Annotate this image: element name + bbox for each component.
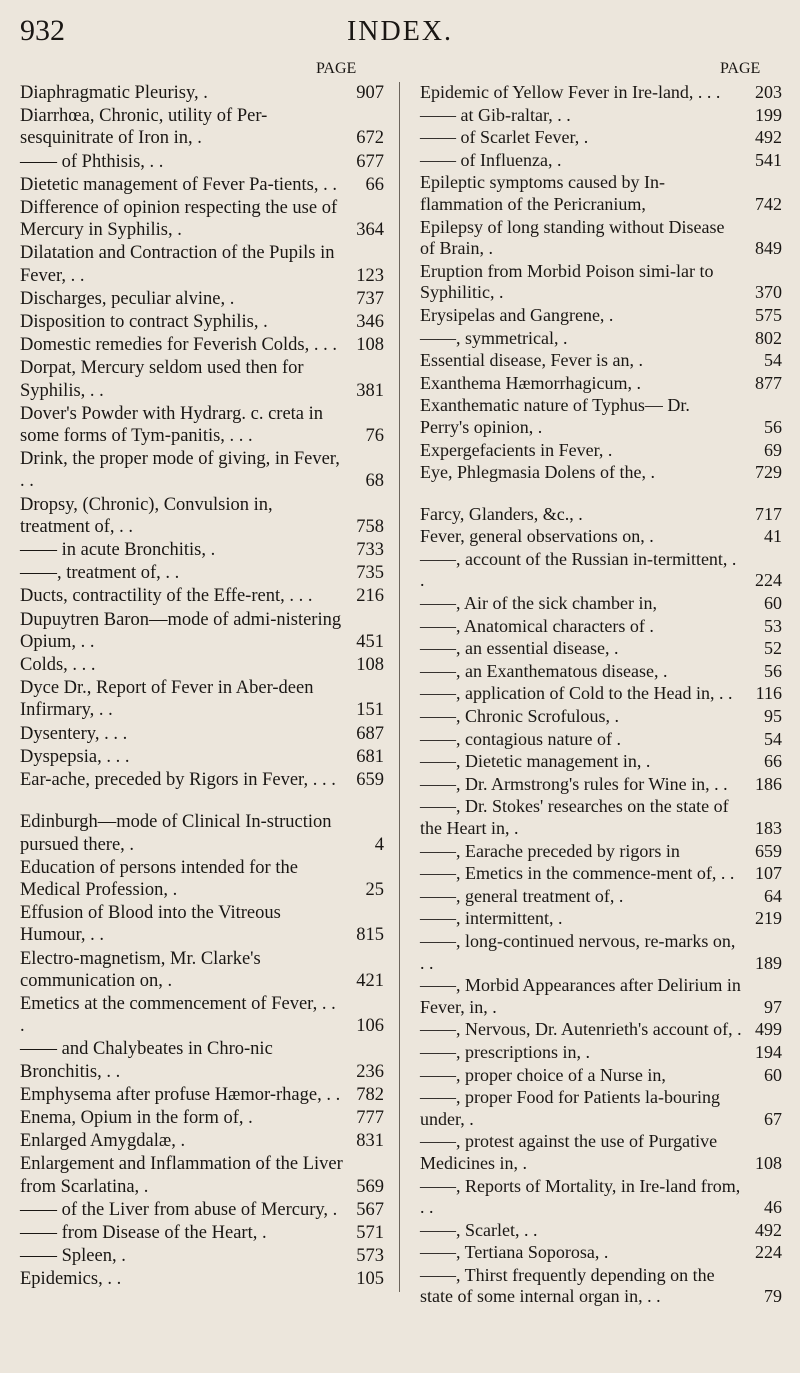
index-entry	[420, 975, 782, 1018]
entry-text: —— of Influenza, .	[420, 149, 562, 170]
entry-page: 737	[356, 288, 384, 309]
index-entry	[20, 723, 384, 745]
entry-page: 575	[755, 304, 782, 325]
entry-page: 224	[755, 570, 782, 591]
entry-text: ——, contagious nature of .	[420, 728, 621, 749]
entry-text: Diaphragmatic Pleurisy, .	[20, 83, 208, 103]
entry-text: ——, Chronic Scrofulous, .	[420, 706, 619, 727]
entry-text: Education of persons intended for the Medical Profession, .	[20, 857, 298, 900]
entry-page: 831	[356, 1131, 384, 1152]
index-entry	[420, 729, 782, 751]
entry-page: 97	[764, 996, 782, 1017]
index-entry	[420, 373, 782, 395]
entry-page: 105	[356, 1269, 384, 1290]
entry-page: 189	[755, 952, 782, 973]
entry-page: 492	[755, 1219, 782, 1240]
entry-page: 108	[755, 1152, 782, 1173]
index-entry	[20, 1222, 384, 1244]
entry-text: ——, long-continued nervous, re-marks on, . .	[420, 930, 736, 973]
entry-text: Ear-ache, preceded by Rigors in Fever, . . .	[20, 770, 336, 791]
index-entry	[20, 1153, 384, 1197]
entry-page: 758	[356, 516, 384, 537]
index-entry	[420, 841, 782, 863]
entry-text: Dilatation and Contraction of the Pupils in Fever, . .	[20, 243, 335, 286]
index-entry	[20, 197, 384, 241]
entry-text: Epilepsy of long standing without Disease of Brain, .	[420, 216, 725, 259]
index-entry	[20, 948, 384, 992]
entry-page: 116	[755, 683, 782, 704]
index-entry	[20, 311, 384, 333]
entry-page: 735	[356, 563, 384, 584]
entry-text: Dupuytren Baron—mode of admi-nistering Opium, . .	[20, 609, 342, 652]
entry-page: 56	[764, 416, 782, 437]
index-entry	[20, 585, 384, 607]
entry-page: 569	[356, 1176, 384, 1197]
entry-text: Drink, the proper mode of giving, in Fever, . .	[20, 449, 340, 492]
entry-text: Disposition to contract Syphilis, .	[20, 312, 268, 333]
entry-text: Emetics at the commencement of Fever, . . .	[20, 993, 336, 1037]
left-index-column	[20, 82, 384, 1292]
index-entry	[20, 494, 384, 538]
entry-page: 802	[755, 327, 782, 348]
index-entry	[20, 677, 384, 721]
entry-page: 56	[764, 660, 782, 681]
entry-text: Epileptic symptoms caused by In-flammation of the Pericranium,	[420, 172, 665, 214]
entry-page: 571	[356, 1222, 384, 1243]
entry-page: 186	[755, 773, 782, 794]
entry-text: ——, intermittent, .	[420, 908, 563, 929]
index-entry	[420, 863, 782, 885]
index-entry	[420, 526, 782, 548]
entry-text: Erysipelas and Gangrene, .	[420, 304, 614, 325]
column-divider	[399, 82, 400, 1292]
entry-text: Dyspepsia, . . .	[20, 746, 130, 767]
entry-text: Diarrhœa, Chronic, utility of Per-sesquinitrate of Iron in, .	[20, 106, 268, 149]
entry-page: 499	[755, 1019, 782, 1040]
index-entry	[20, 902, 384, 946]
entry-page: 52	[764, 638, 782, 659]
index-entry	[420, 683, 782, 705]
index-entry	[420, 172, 782, 215]
entry-page: 108	[356, 655, 384, 676]
index-entry	[420, 105, 782, 127]
entry-text: Difference of opinion respecting the use of Mercury in Syphilis, .	[20, 198, 338, 241]
entry-text: —— in acute Bronchitis, .	[20, 540, 216, 561]
entry-text: ——, Dietetic management in, .	[420, 751, 651, 772]
entry-page: 681	[356, 746, 384, 767]
entry-page: 907	[356, 83, 384, 103]
index-entry	[420, 440, 782, 462]
entry-text: ——, symmetrical, .	[420, 327, 568, 348]
index-entry	[20, 1084, 384, 1106]
entry-text: Epidemics, . .	[20, 1269, 122, 1290]
entry-page: 66	[365, 174, 384, 195]
entry-text: Edinburgh—mode of Clinical In-struction pursued there, .	[20, 812, 332, 855]
index-entry	[20, 1245, 384, 1267]
entry-text: Dorpat, Mercury seldom used then for Syphilis, . .	[20, 358, 304, 401]
entry-page: 66	[764, 751, 782, 772]
entry-text: Exanthema Hæmorrhagicum, .	[420, 372, 641, 393]
entry-page: 54	[764, 728, 782, 749]
entry-page: 95	[764, 706, 782, 727]
index-entry	[420, 796, 782, 839]
index-entry	[420, 1131, 782, 1174]
index-entry	[420, 328, 782, 350]
entry-text: Dropsy, (Chronic), Convulsion in, treatment of, . .	[20, 494, 273, 537]
entry-page: 672	[356, 128, 384, 149]
entry-text: Essential disease, Fever is an, .	[420, 350, 643, 371]
entry-page: 76	[365, 426, 384, 447]
index-entry	[20, 1199, 384, 1221]
entry-text: —— Spleen, .	[20, 1246, 126, 1267]
entry-page: 4	[374, 834, 384, 855]
index-entry	[420, 1087, 782, 1130]
entry-text: —— at Gib-raltar, . .	[420, 104, 571, 125]
entry-text: ——, Thirst frequently depending on the state of some internal organ in, . .	[420, 1264, 715, 1307]
entry-page: 219	[755, 908, 782, 929]
entry-page: 46	[764, 1197, 782, 1218]
entry-text: Dyce Dr., Report of Fever in Aber-deen Infirmary, . .	[20, 678, 314, 721]
index-entry	[20, 1038, 384, 1082]
entry-page: 203	[755, 82, 782, 102]
entry-page: 60	[764, 593, 782, 614]
entry-text: ——, Morbid Appearances after Delirium in Fever, in, .	[420, 975, 741, 1017]
entry-page: 729	[755, 462, 782, 483]
entry-page: 733	[356, 540, 384, 561]
entry-text: Colds, . . .	[20, 655, 96, 676]
entry-page: 53	[764, 615, 782, 636]
entry-text: Emphysema after profuse Hæmor-rhage, . .	[20, 1084, 341, 1105]
entry-text: ——, an Exanthematous disease, .	[420, 660, 668, 681]
index-entry	[20, 448, 384, 492]
index-entry	[420, 706, 782, 728]
entry-text: Effusion of Blood into the Vitreous Humour, . .	[20, 903, 281, 946]
entry-text: Exanthematic nature of Typhus— Dr. Perry's opinion, .	[420, 395, 690, 437]
index-entry	[420, 549, 782, 592]
entry-page: 877	[755, 372, 782, 393]
index-entry	[420, 395, 782, 438]
entry-page: 567	[356, 1199, 384, 1220]
index-entry	[420, 931, 782, 974]
index-entry	[20, 769, 384, 791]
entry-text: Eruption from Morbid Poison simi-lar to Syphilitic, .	[420, 260, 714, 303]
entry-text: Dietetic management of Fever Pa-tients, . .	[20, 174, 337, 195]
entry-page: 236	[356, 1061, 384, 1082]
entry-page: 677	[356, 151, 384, 172]
index-entry	[420, 616, 782, 638]
entry-page: 849	[755, 238, 782, 259]
entry-page: 67	[764, 1108, 782, 1129]
entry-text: ——, an essential disease, .	[420, 638, 619, 659]
entry-page: 106	[356, 1016, 384, 1037]
index-entry	[20, 562, 384, 584]
entry-page: 451	[356, 631, 384, 652]
index-entry	[20, 242, 384, 286]
entry-page: 199	[755, 104, 782, 125]
entry-text: ——, Nervous, Dr. Autenrieth's account of, .	[420, 1019, 742, 1040]
index-entry	[420, 217, 782, 260]
index-entry	[420, 261, 782, 304]
entry-text: ——, proper choice of a Nurse in,	[420, 1064, 666, 1085]
entry-text: Expergefacients in Fever, .	[420, 439, 613, 460]
entry-page: 41	[764, 526, 782, 547]
entry-text: —— and Chalybeates in Chro-nic Bronchitis, . .	[20, 1039, 273, 1082]
entry-page: 194	[755, 1041, 782, 1062]
entry-page: 68	[365, 471, 384, 492]
entry-page: 421	[356, 970, 384, 991]
entry-text: ——, Dr. Armstrong's rules for Wine in, . .	[420, 773, 728, 794]
entry-text: ——, Scarlet, . .	[420, 1219, 538, 1240]
entry-page: 216	[356, 586, 384, 607]
entry-text: ——, Tertiana Soporosa, .	[420, 1242, 609, 1263]
entry-text: ——, Reports of Mortality, in Ire-land from, . .	[420, 1175, 741, 1218]
entry-text: ——, Earache preceded by rigors in	[420, 840, 680, 861]
index-entry	[420, 150, 782, 172]
entry-page: 815	[356, 925, 384, 946]
page-number: 932	[20, 14, 65, 47]
page-column-label-left: PAGE	[316, 60, 357, 77]
entry-text: ——, general treatment of, .	[420, 885, 624, 906]
entry-text: Fever, general observations on, .	[420, 526, 654, 547]
entry-page: 107	[755, 863, 782, 884]
index-entry	[20, 654, 384, 676]
entry-page: 370	[755, 282, 782, 303]
entry-text: ——, Dr. Stokes' researches on the state of the Heart in, .	[420, 796, 729, 838]
page-column-label-right: PAGE	[720, 60, 761, 77]
entry-text: ——, Anatomical characters of .	[420, 615, 654, 636]
index-entry	[20, 357, 384, 401]
index-entry	[420, 908, 782, 930]
index-title: INDEX.	[346, 16, 454, 47]
index-entry	[20, 746, 384, 768]
entry-text: ——, Emetics in the commence-ment of, . .	[420, 863, 735, 884]
right-index-column	[420, 82, 782, 1309]
entry-text: ——, prescriptions in, .	[420, 1041, 590, 1062]
index-entry	[420, 350, 782, 372]
entry-page: 717	[755, 503, 782, 524]
index-entry	[420, 751, 782, 773]
entry-text: Eye, Phlegmasia Dolens of the, .	[420, 462, 655, 483]
entry-page: 108	[356, 335, 384, 356]
entry-text: Enema, Opium in the form of, .	[20, 1107, 253, 1128]
index-entry	[420, 1265, 782, 1308]
index-entry	[20, 174, 384, 196]
index-entry	[420, 462, 782, 484]
entry-page: 364	[356, 220, 384, 241]
entry-text: —— of the Liver from abuse of Mercury, .	[20, 1199, 338, 1220]
entry-text: ——, account of the Russian in-termittent, . .	[420, 548, 737, 591]
index-entry	[20, 403, 384, 447]
index-entry	[420, 1176, 782, 1219]
entry-text: Ducts, contractility of the Effe-rent, . . .	[20, 586, 313, 607]
entry-page: 659	[755, 840, 782, 861]
entry-text: Electro-magnetism, Mr. Clarke's communication on, .	[20, 948, 261, 991]
entry-text: ——, protest against the use of Purgative Medicines in, .	[420, 1131, 718, 1173]
index-entry	[20, 1107, 384, 1129]
entry-text: Enlarged Amygdalæ, .	[20, 1131, 186, 1152]
index-entry	[20, 334, 384, 356]
entry-page: 541	[755, 149, 782, 170]
index-entry	[420, 774, 782, 796]
index-entry	[420, 1065, 782, 1087]
entry-text: Dover's Powder with Hydrarg. c. creta in some forms of Tym-panitis, . . .	[20, 403, 324, 447]
index-entry	[20, 811, 384, 855]
entry-text: —— of Scarlet Fever, .	[420, 127, 589, 148]
entry-page: 25	[365, 879, 384, 900]
index-entry	[420, 127, 782, 149]
entry-text: Dysentery, . . .	[20, 723, 128, 744]
index-entry	[420, 1019, 782, 1041]
index-entry	[20, 993, 384, 1037]
entry-page: 346	[356, 312, 384, 333]
entry-text: Discharges, peculiar alvine, .	[20, 288, 235, 309]
entry-page: 782	[356, 1084, 384, 1105]
index-entry	[20, 82, 384, 104]
index-entry	[420, 661, 782, 683]
entry-text: ——, proper Food for Patients la-bouring under, .	[420, 1087, 720, 1129]
index-entry	[420, 1220, 782, 1242]
entry-page: 381	[356, 380, 384, 401]
entry-page: 60	[764, 1064, 782, 1085]
entry-text: Epidemic of Yellow Fever in Ire-land, . . .	[420, 82, 721, 102]
entry-text: Domestic remedies for Feverish Colds, . . .	[20, 335, 338, 356]
index-entry	[20, 151, 384, 173]
entry-page: 573	[356, 1246, 384, 1267]
index-entry	[20, 857, 384, 901]
index-entry	[20, 1268, 384, 1290]
index-entry	[20, 105, 384, 149]
entry-page: 224	[755, 1242, 782, 1263]
entry-text: Farcy, Glanders, &c., .	[420, 503, 583, 524]
entry-text: Enlargement and Inflammation of the Liver from Scarlatina, .	[20, 1154, 343, 1197]
entry-text: ——, treatment of, . .	[20, 563, 180, 584]
entry-page: 64	[764, 885, 782, 906]
entry-page: 69	[764, 439, 782, 460]
entry-page: 742	[755, 193, 782, 214]
entry-page: 151	[356, 700, 384, 721]
index-entry	[420, 886, 782, 908]
index-entry	[420, 1042, 782, 1064]
entry-text: —— of Phthisis, . .	[20, 151, 164, 172]
index-entry	[20, 288, 384, 310]
index-entry	[20, 609, 384, 653]
entry-page: 777	[356, 1107, 384, 1128]
entry-text: —— from Disease of the Heart, .	[20, 1222, 267, 1243]
index-entry	[20, 539, 384, 561]
index-entry	[420, 82, 782, 104]
entry-page: 659	[356, 770, 384, 791]
entry-page: 79	[764, 1286, 782, 1307]
entry-text: ——, Air of the sick chamber in,	[420, 593, 657, 614]
entry-page: 183	[755, 818, 782, 838]
entry-text: ——, application of Cold to the Head in, . .	[420, 683, 733, 704]
index-entry	[420, 504, 782, 526]
index-entry	[420, 638, 782, 660]
entry-page: 687	[356, 723, 384, 744]
index-entry	[20, 1130, 384, 1152]
entry-page: 123	[356, 265, 384, 286]
entry-page: 54	[764, 350, 782, 371]
index-entry	[420, 1242, 782, 1264]
entry-page: 492	[755, 127, 782, 148]
index-entry	[420, 305, 782, 327]
index-entry	[420, 593, 782, 615]
